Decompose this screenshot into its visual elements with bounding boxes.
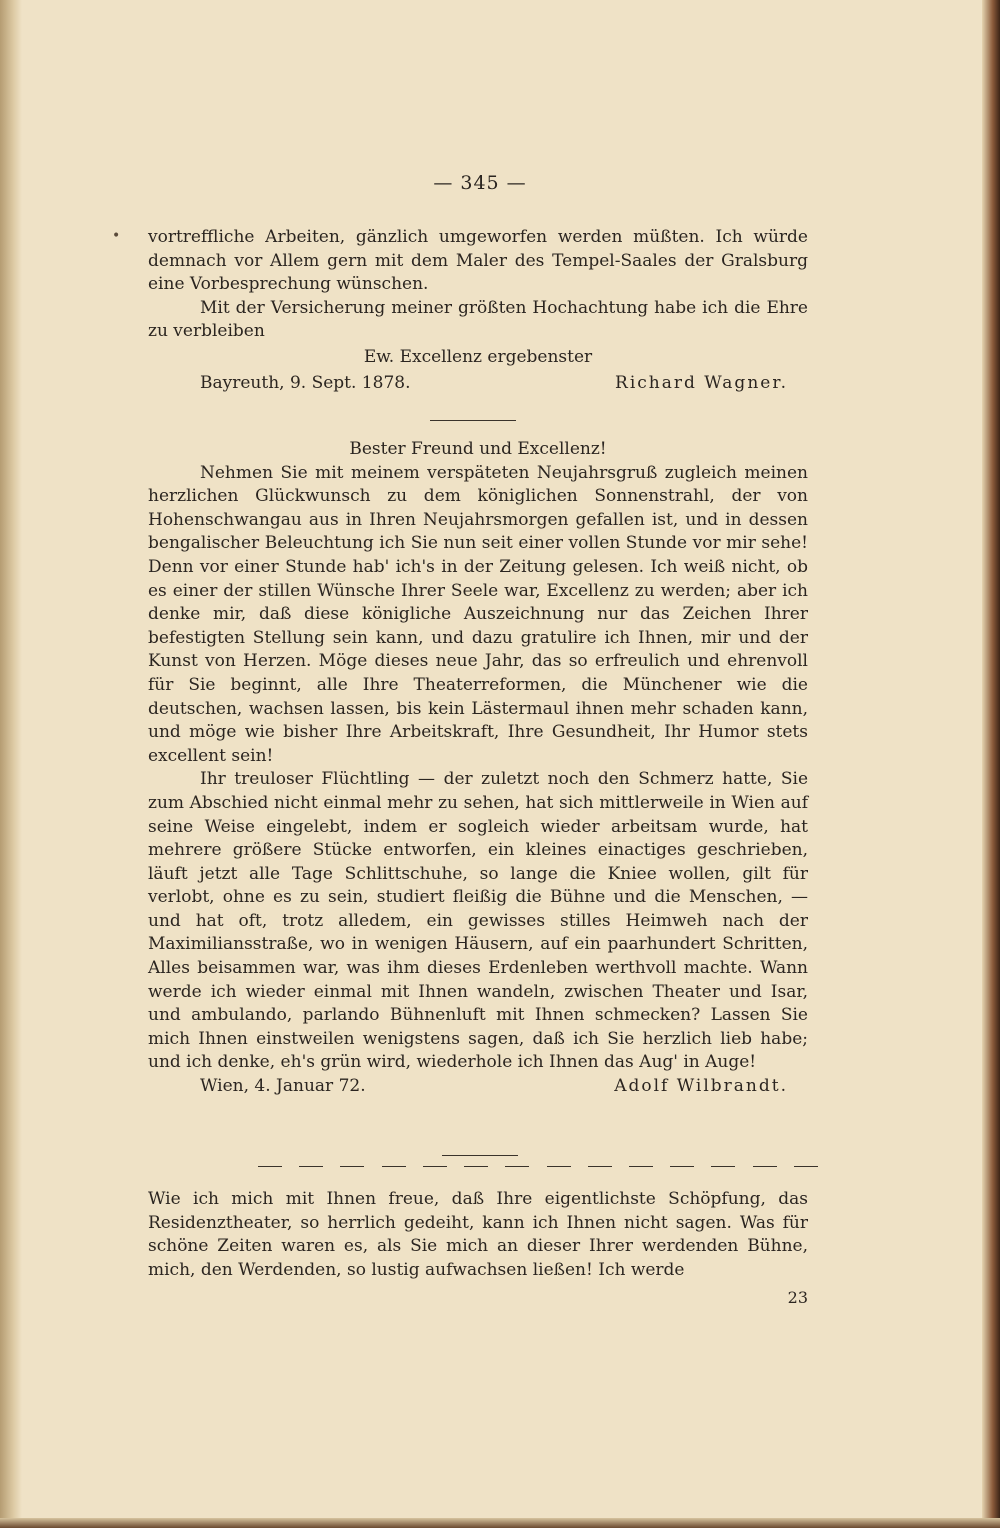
margin-mark: • [112, 228, 121, 244]
letter-wilbrandt [148, 438, 808, 1099]
paragraph: vortreffliche Arbeiten, gänzlich umgeworfen werden müßten. Ich würde demnach vor Allem gern mit dem Maler des Tempel-Saales der Gralsburg eine Vorbesprechung wünschen. [148, 227, 808, 295]
letter-wagner [148, 226, 808, 395]
paragraph: Ihr treuloser Flüchtling — der zuletzt noch den Schmerz hatte, Sie zum Abschied nicht einmal mehr zu sehen, hat sich mittlerweile in Wien auf seine Weise eingelebt, indem er sogleich wieder arbeitsam wurde, hat mehrere größere Stücke entworfen, ein kleines einactiges geschrieben, läuft jetzt alle Tage Schlittschuhe, so lange die Kniee wollen, gilt für verlobt, ohne es zu sein, studiert fleißig die Bühne und die Menschen, — und hat oft, trotz alledem, ein gewisses stilles Heimweh nach der Maximiliansstraße, wo in wenigen Häusern, auf ein paarhundert Schritten, Alles beisammen war, was ihm dieses Erdenleben werthvoll machte. Wann werde ich wieder einmal mit Ihnen wandeln, zwischen Theater und Isar, und ambulando, parlando Bühnenluft mit Ihnen schmecken? Lassen Sie mich Ihnen einstweilen wenigstens sagen, daß ich Sie herzlich lieb habe; und ich denke, eh's grün wird, wiederhole ich Ihnen das Aug' in Auge! [148, 769, 808, 1073]
signature-row [148, 1075, 808, 1099]
paragraph: Mit der Versicherung meiner größten Hochachtung habe ich die Ehre zu verbleiben [148, 297, 808, 342]
section-divider [442, 1155, 518, 1156]
page-bottom-edge [0, 1518, 1000, 1528]
place-date: Wien, 4. Januar 72. [200, 1076, 366, 1097]
printer-signature-mark: 23 [787, 1288, 808, 1307]
signature: Adolf Wilbrandt. [614, 1076, 788, 1097]
book-edge [982, 0, 1000, 1528]
signature: Richard Wagner. [615, 372, 788, 393]
salutation: Bester Freund und Excellenz! [349, 439, 607, 459]
letter-fragment [148, 1188, 808, 1282]
signature-row [148, 372, 808, 396]
letter-closing: Ew. Excellenz ergebenster [363, 346, 593, 367]
place-date: Bayreuth, 9. Sept. 1878. [200, 372, 411, 393]
page-number: — 345 — [433, 172, 527, 194]
paragraph: Nehmen Sie mit meinem verspäteten Neujahrsgruß zugleich meinen herzlichen Glückwunsch zu dem königlichen Sonnenstrahl, der von Hohenschwangau aus in Ihren Neujahrsmorgen gefallen ist, und in dessen bengalischer Beleuchtung ich Sie nun seit einer vollen Stunde vor mir sehe! Denn vor einer Stunde hab' ich's in der Zeitung gelesen. Ich weiß nicht, ob es einer der stillen Wünsche Ihrer Seele war, Excellenz zu werden; aber ich denke mir, daß diese königliche Auszeichnung nur das Zeichen Ihrer befestigten Stellung sein kann, und dazu gratulire ich Ihnen, mir und der Kunst von Herzen. Möge dieses neue Jahr, das so erfreulich und ehrenvoll für Sie beginnt, alle Ihre Theaterreformen, die Münchener wie die deutschen, wachsen lassen, bis kein Lästermaul ihnen mehr schaden kann, und möge wie bisher Ihre Arbeitskraft, Ihre Gesundheit, Ihr Humor stets excellent sein! [148, 462, 808, 766]
paragraph: Wie ich mich mit Ihnen freue, daß Ihre eigentlichste Schöpfung, das Residenztheater, so herrlich gedeiht, kann ich Ihnen nicht sagen. Was für schöne Zeiten waren es, als Sie mich an dieser Ihrer werdenden Bühne, mich, den Werdenden, so lustig aufwachsen ließen! Ich werde [148, 1189, 808, 1280]
section-divider [430, 420, 516, 421]
book-gutter [0, 0, 22, 1528]
dash-separator [258, 1166, 818, 1167]
